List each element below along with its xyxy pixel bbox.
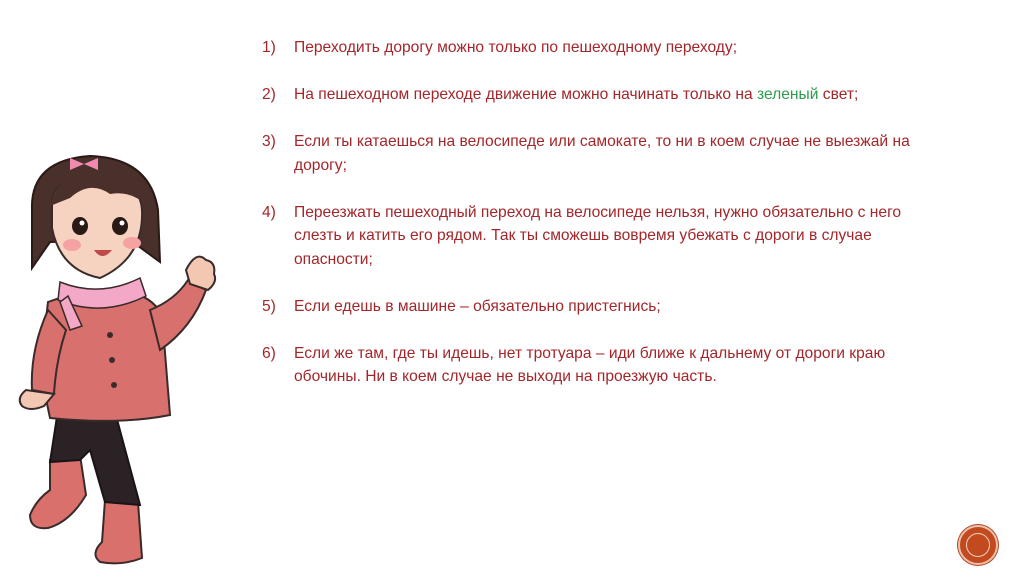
rule-text: Если же там, где ты идешь, нет тротуара – иди ближе к дальнему от дороги краю обочины. Ни в коем случае не выходи на проезжую часть.	[294, 344, 886, 385]
girl-illustration	[10, 150, 240, 570]
rule-text: Если ты катаешься на велосипеде или самокате, то ни в коем случае не выезжай на дорогу;	[294, 133, 910, 174]
rule-text: Переходить дорогу можно только по пешеходному переходу;	[294, 39, 738, 56]
rule-item-6	[262, 342, 942, 389]
rule-text-pre: На пешеходном переходе движение можно начинать только на	[294, 86, 758, 103]
rule-item-5	[262, 295, 942, 319]
rule-text-post: свет;	[818, 86, 859, 103]
rule-text: Если едешь в машине – обязательно пристегнись;	[294, 297, 661, 315]
rule-text	[294, 83, 942, 107]
rule-item-3	[262, 130, 942, 177]
rule-item-1	[262, 36, 942, 60]
rule-number: 6)	[262, 344, 276, 362]
nav-circle-button[interactable]	[958, 525, 998, 565]
rule-number: 2)	[262, 86, 276, 103]
rule-number: 5)	[262, 297, 276, 315]
rule-number: 3)	[262, 133, 276, 150]
rule-number: 1)	[262, 39, 276, 56]
rule-number: 4)	[262, 203, 276, 221]
rule-item-2	[262, 83, 942, 107]
rule-text: Переезжать пешеходный переход на велосипеде нельзя, нужно обязательно с него слезть и катить его рядом. Так ты сможешь вовремя убежать с дороги в случае опасности;	[294, 203, 902, 268]
rule-item-4	[262, 201, 942, 272]
rules-list	[262, 36, 942, 412]
green-highlight: зеленый	[757, 86, 819, 103]
